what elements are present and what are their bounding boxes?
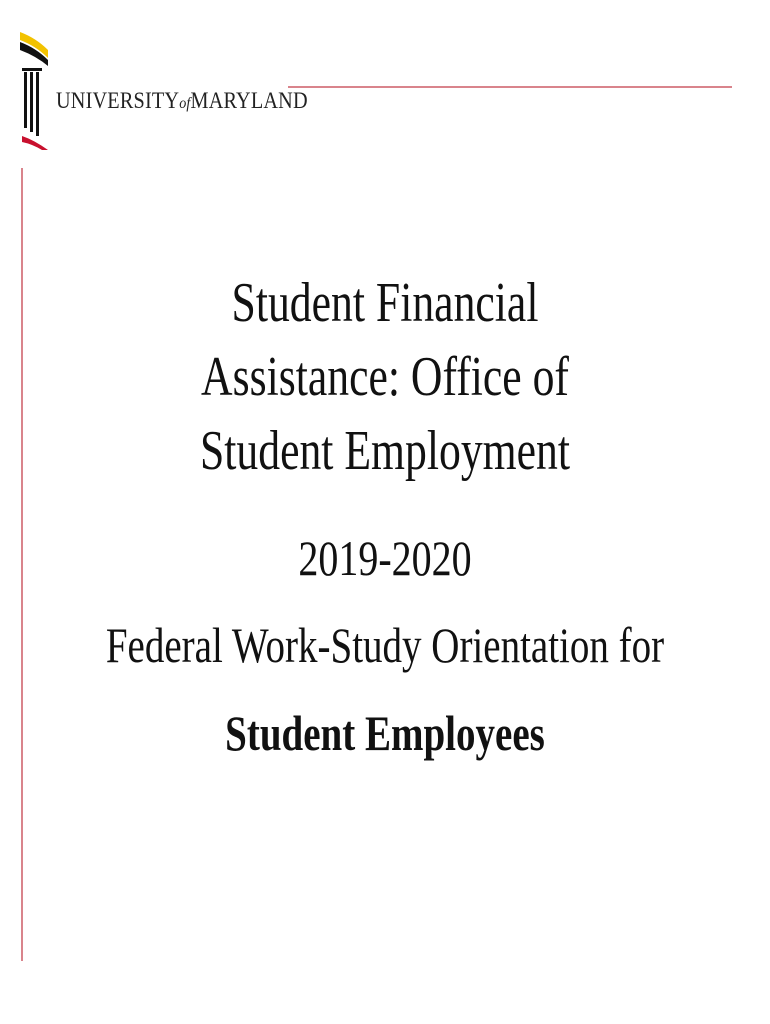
left-margin-rule — [21, 168, 23, 961]
header-rule — [288, 86, 732, 88]
dome-emblem-icon — [18, 28, 54, 150]
logo-text-of: of — [179, 95, 191, 112]
logo-text-university: UNIVERSITY — [56, 88, 180, 113]
academic-year: 2019-2020 — [298, 530, 472, 586]
audience-line: Student Employees — [225, 705, 545, 761]
orientation-line: Federal Work-Study Orientation for — [105, 617, 665, 673]
logo-text-maryland: MARYLAND — [190, 88, 308, 113]
university-logo — [18, 28, 308, 150]
slide-title: Student Financial Assistance: Office of Student Employment — [199, 272, 571, 482]
logo-wordmark — [56, 88, 308, 114]
